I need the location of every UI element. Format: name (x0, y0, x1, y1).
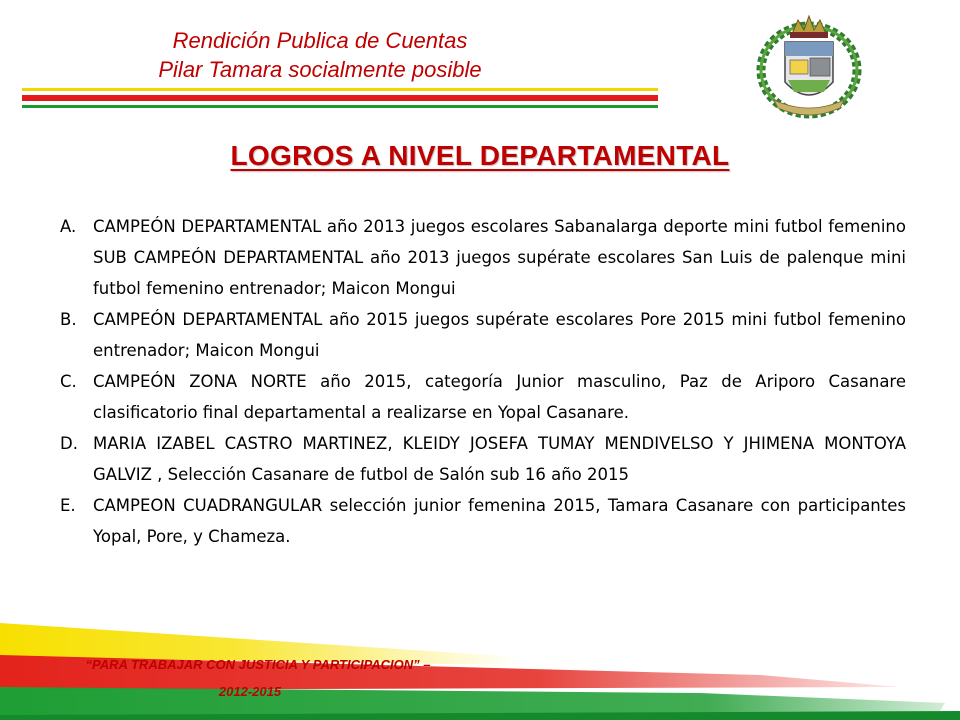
list-item (60, 490, 906, 552)
footer-years: 2012-2015 (218, 684, 282, 699)
footer-slogan: “PARA TRABAJAR CON JUSTICIA Y PARTICIPACION” – (85, 657, 431, 672)
list-item-text: CAMPEÓN DEPARTAMENTAL año 2013 juegos escolares Sabanalarga deporte mini futbol femenino SUB CAMPEÓN DEPARTAMENTAL año 2013 juegos supérate escolares San Luis de palenque mini futbol femenino entrenador; Maicon Mongui (93, 217, 906, 298)
list-marker: E. (60, 496, 76, 515)
list-marker: A. (60, 217, 77, 236)
header-title-line1: Rendición Publica de Cuentas (172, 28, 468, 53)
header-stripe-green (22, 105, 658, 108)
list-marker: C. (60, 372, 77, 391)
list-item (60, 211, 906, 304)
header-title-line2: Pilar Tamara socialmente posible (158, 57, 482, 82)
list-item (60, 428, 906, 490)
list-item-text: CAMPEÓN DEPARTAMENTAL año 2015 juegos supérate escolares Pore 2015 mini futbol femenino entrenador; Maicon Mongui (93, 310, 906, 360)
list-item-text: MARIA IZABEL CASTRO MARTINEZ, KLEIDY JOSEFA TUMAY MENDIVELSO Y JHIMENA MONTOYA GALVIZ , Selección Casanare de futbol de Salón sub 16 año 2015 (93, 434, 906, 484)
list-item-text: CAMPEON CUADRANGULAR selección junior femenina 2015, Tamara Casanare con participantes Yopal, Pore, y Chameza. (93, 496, 906, 546)
header-stripe-yellow (22, 88, 658, 91)
list-marker: B. (60, 310, 77, 329)
header-stripe-red (22, 95, 658, 101)
list-item (60, 304, 906, 366)
achievements-list (60, 211, 906, 552)
list-marker: D. (60, 434, 78, 453)
coat-of-arms-icon (752, 8, 867, 120)
list-item-text: CAMPEÓN ZONA NORTE año 2015, categoría Junior masculino, Paz de Ariporo Casanare clasificatorio final departamental a realizarse en Yopal Casanare. (93, 372, 906, 422)
list-item (60, 366, 906, 428)
page-heading: LOGROS A NIVEL DEPARTAMENTAL (230, 140, 730, 171)
